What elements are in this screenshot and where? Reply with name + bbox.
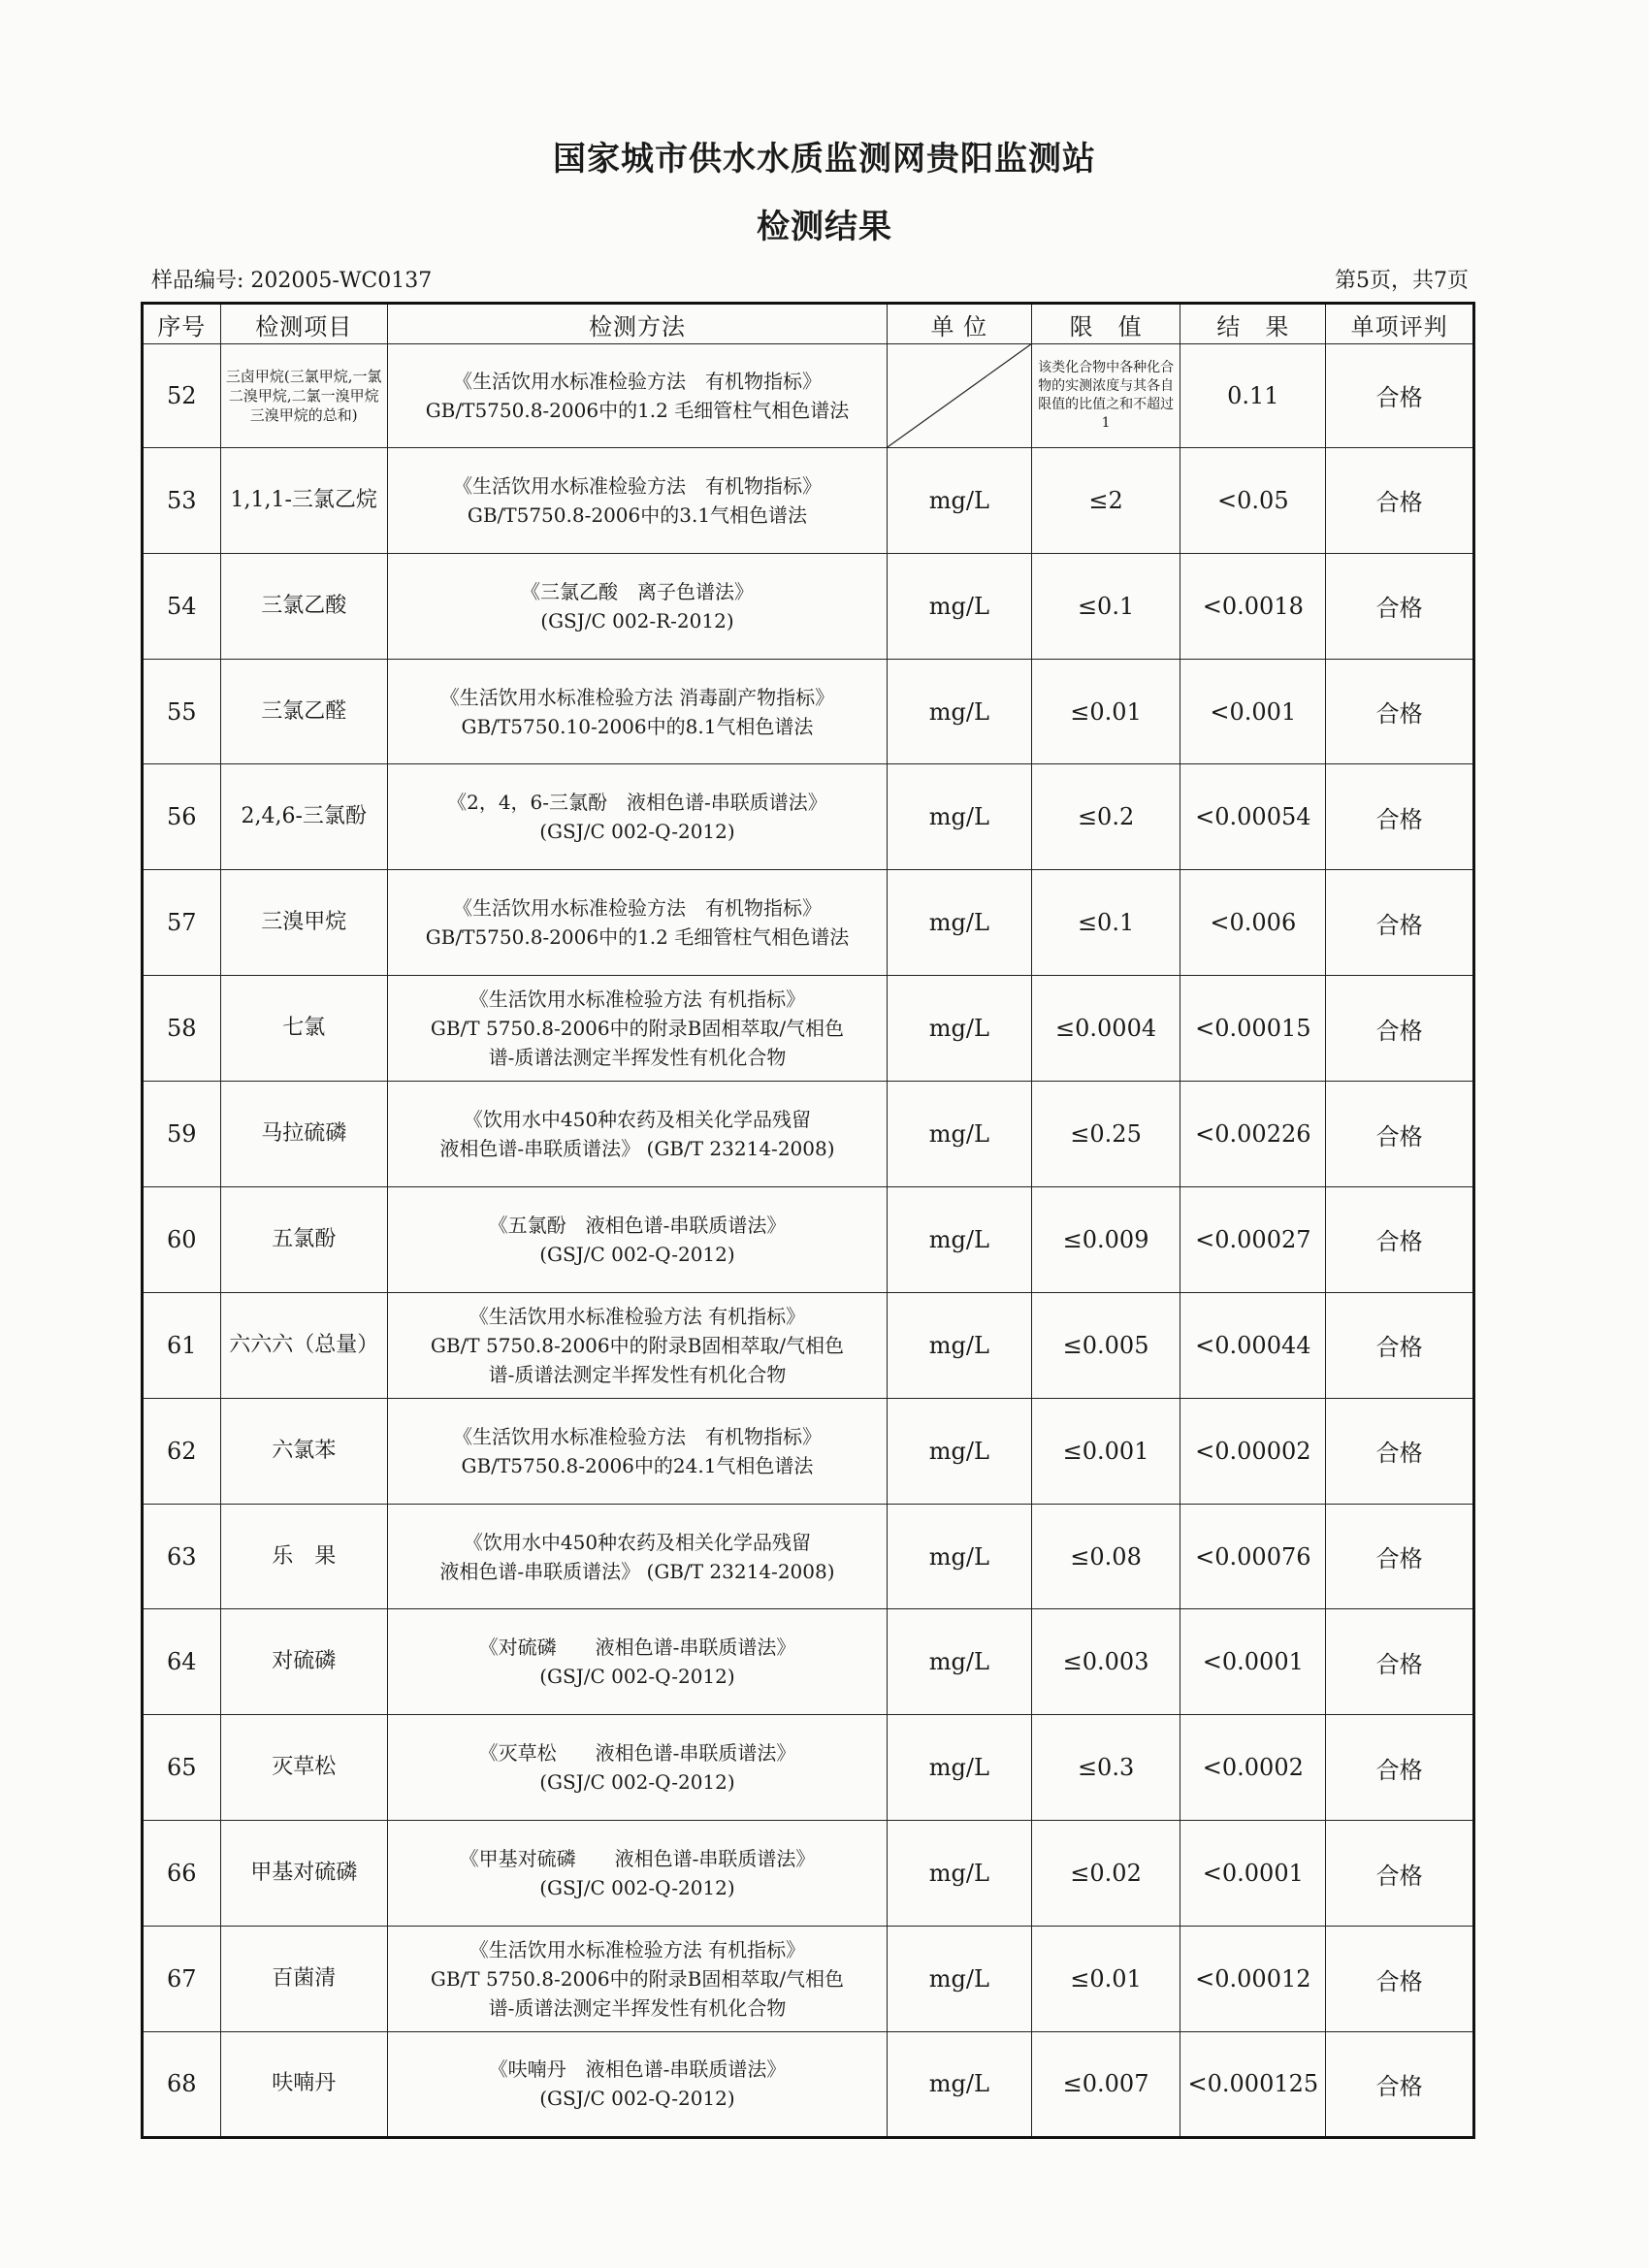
test-method (387, 659, 887, 764)
verdict: 合格 (1326, 2031, 1474, 2137)
col-header-item: 检测项目 (220, 304, 387, 344)
method-line: (GSJ/C 002-Q-2012) (539, 820, 735, 844)
col-header-result: 结 果 (1180, 304, 1326, 344)
table-row (143, 1927, 1474, 2032)
test-item: 三氯乙酸 (220, 553, 387, 659)
limit-value: ≤0.007 (1031, 2031, 1180, 2137)
col-header-unit: 单 位 (888, 304, 1032, 344)
method-line: 谱-质谱法测定半挥发性有机化合物 (488, 1046, 787, 1070)
test-item: 三溴甲烷 (220, 870, 387, 976)
table-row (143, 764, 1474, 870)
row-number: 56 (143, 764, 221, 870)
unit-cell: mg/L (888, 447, 1032, 553)
result-value: <0.0001 (1180, 1821, 1326, 1927)
method-line: GB/T5750.10-2006中的8.1气相色谱法 (461, 714, 814, 738)
test-item: 1,1,1-三氯乙烷 (220, 447, 387, 553)
result-value: <0.000125 (1180, 2031, 1326, 2137)
method-line: 谱-质谱法测定半挥发性有机化合物 (488, 1996, 787, 2021)
col-header-limit: 限 值 (1031, 304, 1180, 344)
method-line: GB/T 5750.8-2006中的附录B固相萃取/气相色 (430, 1333, 845, 1357)
unit-cell: mg/L (888, 2031, 1032, 2137)
verdict: 合格 (1326, 870, 1474, 976)
test-method (387, 1186, 887, 1292)
method-line: (GSJ/C 002-Q-2012) (539, 1665, 735, 1689)
verdict: 合格 (1326, 659, 1474, 764)
result-value: <0.00054 (1180, 764, 1326, 870)
method-line: 《生活饮用水标准检验方法 有机物指标》 (452, 896, 822, 921)
row-number: 60 (143, 1186, 221, 1292)
test-item: 马拉硫磷 (220, 1082, 387, 1187)
unit-cell: mg/L (888, 1927, 1032, 2032)
table-row (143, 1504, 1474, 1609)
limit-value: ≤0.25 (1031, 1082, 1180, 1187)
table-header-row (143, 304, 1474, 344)
method-line: 《生活饮用水标准检验方法 有机指标》 (469, 1304, 806, 1328)
result-value: <0.00012 (1180, 1927, 1326, 2032)
table-row (143, 976, 1474, 1082)
method-line: GB/T 5750.8-2006中的附录B固相萃取/气相色 (430, 1017, 845, 1041)
method-line: 《呋喃丹 液相色谱-串联质谱法》 (488, 2057, 787, 2082)
method-line: 谱-质谱法测定半挥发性有机化合物 (488, 1362, 787, 1386)
test-item: 百菌清 (220, 1927, 387, 2032)
limit-value: ≤0.01 (1031, 659, 1180, 764)
unit-cell: mg/L (888, 1398, 1032, 1504)
method-line: 《生活饮用水标准检验方法 有机指标》 (469, 1938, 806, 1962)
unit-cell: mg/L (888, 1292, 1032, 1398)
verdict: 合格 (1326, 764, 1474, 870)
unit-cell: mg/L (888, 659, 1032, 764)
limit-value: ≤0.1 (1031, 870, 1180, 976)
method-line: 《饮用水中450种农药及相关化学品残留 (463, 1108, 812, 1132)
row-number: 59 (143, 1082, 221, 1187)
method-line: 《生活饮用水标准检验方法 有机物指标》 (452, 1424, 822, 1448)
method-line: 液相色谱-串联质谱法》 (GB/T 23214-2008) (439, 1137, 835, 1161)
table-row (143, 870, 1474, 976)
limit-value: ≤0.08 (1031, 1504, 1180, 1609)
method-line: GB/T5750.8-2006中的1.2 毛细管柱气相色谱法 (425, 925, 850, 950)
test-method (387, 1715, 887, 1821)
report-title: 国家城市供水水质监测网贵阳监测站 (553, 140, 1096, 178)
unit-cell: mg/L (888, 1186, 1032, 1292)
test-method (387, 553, 887, 659)
table-row (143, 1715, 1474, 1821)
result-value: <0.001 (1180, 659, 1326, 764)
verdict: 合格 (1326, 1715, 1474, 1821)
method-line: GB/T5750.8-2006中的3.1气相色谱法 (467, 502, 808, 527)
verdict: 合格 (1326, 1082, 1474, 1187)
limit-value: ≤2 (1031, 447, 1180, 553)
row-number: 68 (143, 2031, 221, 2137)
test-item: 三氯乙醛 (220, 659, 387, 764)
result-value: <0.00027 (1180, 1186, 1326, 1292)
result-value: <0.006 (1180, 870, 1326, 976)
limit-value: ≤0.0004 (1031, 976, 1180, 1082)
unit-cell: mg/L (888, 1821, 1032, 1927)
unit-cell: mg/L (888, 553, 1032, 659)
test-method (387, 1082, 887, 1187)
method-line: 《生活饮用水标准检验方法 有机物指标》 (452, 369, 822, 393)
limit-value: ≤0.02 (1031, 1821, 1180, 1927)
test-item: 呋喃丹 (220, 2031, 387, 2137)
table-row (143, 1082, 1474, 1187)
col-header-no: 序号 (143, 304, 221, 344)
method-line: (GSJ/C 002-Q-2012) (539, 2087, 735, 2111)
limit-value: ≤0.001 (1031, 1398, 1180, 1504)
row-number: 54 (143, 553, 221, 659)
limit-value: ≤0.3 (1031, 1715, 1180, 1821)
unit-cell: mg/L (888, 764, 1032, 870)
row-number: 66 (143, 1821, 221, 1927)
verdict: 合格 (1326, 553, 1474, 659)
test-method (387, 976, 887, 1082)
row-number: 62 (143, 1398, 221, 1504)
verdict: 合格 (1326, 1292, 1474, 1398)
test-item: 六氯苯 (220, 1398, 387, 1504)
verdict: 合格 (1326, 1186, 1474, 1292)
test-item: 甲基对硫磷 (220, 1821, 387, 1927)
table-row (143, 553, 1474, 659)
col-header-verdict: 单项评判 (1326, 304, 1474, 344)
row-number: 53 (143, 447, 221, 553)
unit-cell: mg/L (888, 1082, 1032, 1187)
unit-cell: mg/L (888, 976, 1032, 1082)
test-method (387, 1398, 887, 1504)
test-item: 灭草松 (220, 1715, 387, 1821)
test-method (387, 1504, 887, 1609)
row-number: 63 (143, 1504, 221, 1609)
test-item: 对硫磷 (220, 1609, 387, 1715)
method-line: (GSJ/C 002-Q-2012) (539, 1876, 735, 1900)
limit-value: ≤0.009 (1031, 1186, 1180, 1292)
method-line: 液相色谱-串联质谱法》 (GB/T 23214-2008) (439, 1559, 835, 1583)
method-line: 《甲基对硫磷 液相色谱-串联质谱法》 (459, 1847, 816, 1871)
method-line: 《灭草松 液相色谱-串联质谱法》 (478, 1741, 796, 1766)
test-method (387, 344, 887, 448)
test-method (387, 764, 887, 870)
test-method (387, 1292, 887, 1398)
row-number: 55 (143, 659, 221, 764)
result-value: <0.00015 (1180, 976, 1326, 1082)
test-method (387, 870, 887, 976)
row-number: 52 (143, 344, 221, 448)
test-item: 五氯酚 (220, 1186, 387, 1292)
test-method (387, 2031, 887, 2137)
unit-cell: mg/L (888, 870, 1032, 976)
report-subtitle: 检测结果 (757, 208, 892, 246)
limit-value: ≤0.2 (1031, 764, 1180, 870)
table-row (143, 1186, 1474, 1292)
verdict: 合格 (1326, 344, 1474, 448)
row-number: 67 (143, 1927, 221, 2032)
table-row (143, 2031, 1474, 2137)
method-line: GB/T5750.8-2006中的1.2 毛细管柱气相色谱法 (425, 398, 850, 422)
table-row (143, 1292, 1474, 1398)
method-line: GB/T 5750.8-2006中的附录B固相萃取/气相色 (430, 1967, 845, 1992)
result-value: <0.0001 (1180, 1609, 1326, 1715)
limit-value: ≤0.003 (1031, 1609, 1180, 1715)
method-line: (GSJ/C 002-R-2012) (540, 608, 734, 632)
test-method (387, 1609, 887, 1715)
method-line: 《生活饮用水标准检验方法 消毒副产物指标》 (439, 685, 835, 709)
sample-number: 样品编号: 202005-WC0137 (151, 269, 433, 293)
result-value: <0.0018 (1180, 553, 1326, 659)
verdict: 合格 (1326, 1821, 1474, 1927)
result-value: <0.05 (1180, 447, 1326, 553)
table-row (143, 1821, 1474, 1927)
table-row (143, 659, 1474, 764)
row-number: 57 (143, 870, 221, 976)
diagonal-line (888, 344, 1031, 447)
result-value: <0.0002 (1180, 1715, 1326, 1821)
col-header-method: 检测方法 (387, 304, 887, 344)
limit-value: ≤0.1 (1031, 553, 1180, 659)
method-line: 《2，4，6-三氯酚 液相色谱-串联质谱法》 (447, 791, 827, 815)
test-item: 七氯 (220, 976, 387, 1082)
table-row (143, 1398, 1474, 1504)
method-line: 《饮用水中450种农药及相关化学品残留 (463, 1530, 812, 1554)
method-line: 《对硫磷 液相色谱-串联质谱法》 (478, 1636, 796, 1660)
result-value: <0.00076 (1180, 1504, 1326, 1609)
unit-cell: mg/L (888, 1609, 1032, 1715)
method-line: (GSJ/C 002-Q-2012) (539, 1242, 735, 1266)
table-row (143, 1609, 1474, 1715)
limit-value: ≤0.005 (1031, 1292, 1180, 1398)
method-line: (GSJ/C 002-Q-2012) (539, 1770, 735, 1795)
test-item: 六六六（总量） (220, 1292, 387, 1398)
page-indicator: 第5页，共7页 (1335, 269, 1469, 293)
result-value: <0.00044 (1180, 1292, 1326, 1398)
test-item: 三卤甲烷(三氯甲烷,一氯二溴甲烷,二氯一溴甲烷三溴甲烷的总和) (220, 344, 387, 448)
test-item: 2,4,6-三氯酚 (220, 764, 387, 870)
unit-cell: mg/L (888, 1504, 1032, 1609)
method-line: 《生活饮用水标准检验方法 有机物指标》 (452, 473, 822, 498)
results-table (141, 302, 1475, 2139)
table-row (143, 447, 1474, 553)
verdict: 合格 (1326, 1504, 1474, 1609)
method-line: 《三氯乙酸 离子色谱法》 (520, 579, 754, 603)
result-value: 0.11 (1180, 344, 1326, 448)
test-method (387, 1927, 887, 2032)
row-number: 61 (143, 1292, 221, 1398)
test-method (387, 447, 887, 553)
row-number: 64 (143, 1609, 221, 1715)
verdict: 合格 (1326, 976, 1474, 1082)
test-item: 乐 果 (220, 1504, 387, 1609)
verdict: 合格 (1326, 1927, 1474, 2032)
verdict: 合格 (1326, 1398, 1474, 1504)
method-line: 《五氯酚 液相色谱-串联质谱法》 (488, 1213, 787, 1237)
unit-cell: mg/L (888, 1715, 1032, 1821)
limit-value: ≤0.01 (1031, 1927, 1180, 2032)
row-number: 58 (143, 976, 221, 1082)
method-line: 《生活饮用水标准检验方法 有机指标》 (469, 988, 806, 1012)
unit-cell (888, 344, 1032, 448)
limit-value: 该类化合物中各种化合物的实测浓度与其各自限值的比值之和不超过1 (1031, 344, 1180, 448)
result-value: <0.00226 (1180, 1082, 1326, 1187)
table-row (143, 344, 1474, 448)
row-number: 65 (143, 1715, 221, 1821)
method-line: GB/T5750.8-2006中的24.1气相色谱法 (461, 1453, 814, 1477)
result-value: <0.00002 (1180, 1398, 1326, 1504)
verdict: 合格 (1326, 447, 1474, 553)
test-method (387, 1821, 887, 1927)
verdict: 合格 (1326, 1609, 1474, 1715)
